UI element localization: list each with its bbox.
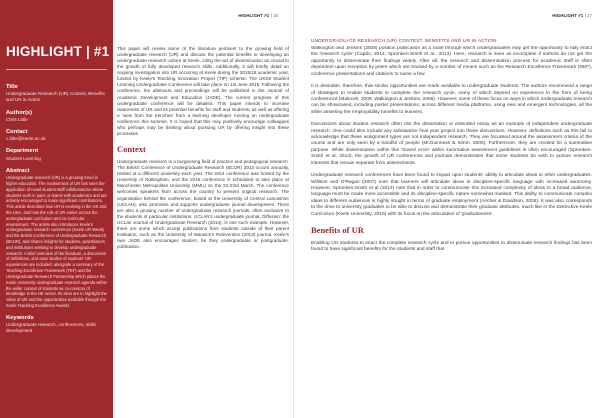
running-head: UNDERGRADUATE RESEARCH (UR) CONTEXT, BENEFITS AND UR IN ACTION <box>311 38 497 43</box>
page-number: 17 <box>586 13 592 18</box>
contact-email-link[interactable]: c.little@keele.ac.uk <box>6 136 46 142</box>
abstract-text: Undergraduate research (UR) is a growing trend in higher education. The involvement of UR has seen the application of novel student-staff collaborations where students work in pairs or teams with academics and are actively encouraged to make significant contributions. This article describes how UR is evolving in the UK and the USA, and how the role of UR varies across the undergraduate curriculum and co-curricular environment. The article also introduces Keele's undergraduate research conference (Keele UR Week) and the British Conference of Undergraduate Research (BCUR), and shares insights for students, practitioners and institutions seeking to develop undergraduate research. A brief overview of the literature, a discussion of definitions, and case studies of students' UR experiences are included, alongside a summary of the Teaching Excellence Framework (TEF) and the Undergraduate Research Partnership which places the Keele University undergraduate research agenda within the wider context of students as co-creators of knowledge in the HE sector. Its aims are to highlight the value of UR and the opportunities available through the Keele Teaching Excellence Awards. <box>6 175 107 308</box>
contact-label: Contact <box>6 129 28 136</box>
highlight-title: HIGHLIGHT | #1 <box>6 44 110 59</box>
page-number: 16 <box>272 13 278 18</box>
context-heading: Context <box>117 143 146 154</box>
paragraph-benefits: Enabling UG students to enact the complete research cycle and to pursue opportunities to disseminate research findings has been found to have significant benefits for the students and staff that <box>311 240 592 252</box>
title-label: Title <box>6 84 18 90</box>
benefits-heading: Benefits of UR <box>311 225 364 236</box>
header-number: #1 <box>578 13 584 18</box>
context-paragraph: Undergraduate research is a burgeoning field of practice and pedagogical research. The British Conference of Undergraduate Research (BCUR) 2013 occurs annually, hosted at a different university each year. The 2014 conference was hosted by the University of Nottingham, and the 2016 conference is scheduled to take place at Manchester Metropolitan University (MMU) on the 22-23rd March. The conference welcomes speakers from across the country to present original research. The organisation behind the conference, based at the University of Central Lancashire (UCLAN), also promotes and supports undergraduate journal development. There are also a growing number of undergraduate research journals, often exclusive to the students of particular institutions. UCLAN's undergraduate journal, Diffusion: the UCLan Journal of Undergraduate Research (2014), is one such example. However, there are some which accept publications from students outside of their parent institution, such as the University of Warwick's Reinvention (2013) journal. Keele's own JADE also encourages student, be they undergraduate or postgraduate, publication. <box>117 159 289 250</box>
page-gutter <box>293 0 294 418</box>
header-number: #1 <box>264 13 270 18</box>
article-sidebar <box>0 0 113 418</box>
keywords-label: Keywords <box>6 314 34 321</box>
header-prefix: HIGHLIGHT <box>552 13 578 18</box>
paragraph-desirable: It is desirable, therefore, that similar opportunities are made available to undergraduate students. The authors recommend a range of strategies to enable students to complete the research cycle, many of which depend on experience in the form of being conferenced (Malecek, 2009; Walkington & Jenkins, 2008). However, some of these focus on ways in which undergraduate research can be showcased, including poster presentations, across different media platforms, using new and emergent technologies, all the while asserting the employability benefits to learners. <box>311 84 592 115</box>
paragraph-conferences: Undergraduate research conferences have been found to impact upon students' ability to articulate ideas to other undergraduates. Willison and O'Regan (2007) note that learners will articulate ideas in discipline-specific language with increased autonomy. However, Spronken-Smith et al (2013) note that in order to communicate this increased complexity of ideas to a broad audience, language must be made more accessible and its discipline-specific nature somewhat masked. This ability to communicate complex ideas to different audiences is highly sought in terms of graduate employment (Ancher & Davidson, 2008). It was also corresponds to the drive to university graduates to be able to discuss and demonstrate their graduate attributes, much like in the Distinctive Keele Curriculum (Keele University, 2016) with its focus on the articulation of 'graduateness'. <box>311 173 592 217</box>
author-label: Author(s) <box>6 109 33 116</box>
left-column-a <box>117 46 289 414</box>
walkington-paragraph: Walkington and Jenkins (2008) position publication as a route through which undergraduates may get the opportunity to fully enact the 'research cycle' (Capdo, 2014; Spronken-Smith et al., 2013). Here, research is seen as incomplete if authors do not get the opportunity to disseminate their findings widely. After all, the research and dissemination process for academic staff is often dependent upon reception by peers which are tracked by a number of means such as the Research Excellence Framework (REF), conference presentations and citations to name a few. <box>311 46 592 77</box>
header-prefix: HIGHLIGHT <box>238 13 264 18</box>
sidebar-divider <box>6 69 107 70</box>
title-value: Undergraduate Research (UR) Context, Benefits and UR in Action <box>6 91 105 103</box>
abstract-label: Abstract <box>6 167 30 174</box>
department-label: Department <box>6 148 39 155</box>
intro-paragraph: This paper will review some of the literature pertinent to the growing field of undergraduate research (UR) and discuss the potential benefits to developing an undergraduate research culture at Keele, citing the act of dissemination as crucial to the growth of fully developed research skills. Additionally, it will briefly detail an ongoing investigation into UR occurring at Keele during the 2015/16 academic year, funded by Keele's Teaching Innovation Project (TIP) scheme. The UKS8 Student Learning Undergraduate Conference will take place on 1st June 2016. Following the conference, the abstracts and proceedings will be published in the Journal of Academic Development and Education (JADE). The current progress of this undergraduate conference will be detailed. This paper intends to increase awareness of UR and its potential benefits for staff and students, as well as offering a 'view from the trenches' from a learning developer running an undergraduate conference this summer. It is hoped that this may positively encourage colleagues who perhaps may be thinking about pursuing UR by offering insight into these processes. <box>117 46 289 136</box>
department-value: Student Learning <box>6 155 41 161</box>
left-page-header: HIGHLIGHT #1 | 16 <box>238 13 278 18</box>
right-page-column <box>311 46 592 416</box>
paragraph-discussions: Discussions about student research often cite the dissertation or extended essay as an example of independent undergraduate research. One could also include any substantive final year project into these discussions. However, definitions such as this fail to acknowledge that these assignment types are not independent research. They are focussed around the assessment criteria of the course and are only seen by a handful of people (McGuinness & Simm, 2005). Furthermore, they are created for a summative purpose. While dissemination within this 'closed circle' within summative assessment guidelines is often encouraged (Spronken-Smith et al, 2013), the growth of UR conferences and journals demonstrates that some students do wish to pursue research interests that remain separate from assessments. <box>311 122 592 166</box>
author-value: Chris Little <box>6 116 28 122</box>
keywords-value: Undergraduate research, conferences, skills development <box>6 322 96 334</box>
right-page-header: HIGHLIGHT #1 | 17 <box>552 13 592 18</box>
